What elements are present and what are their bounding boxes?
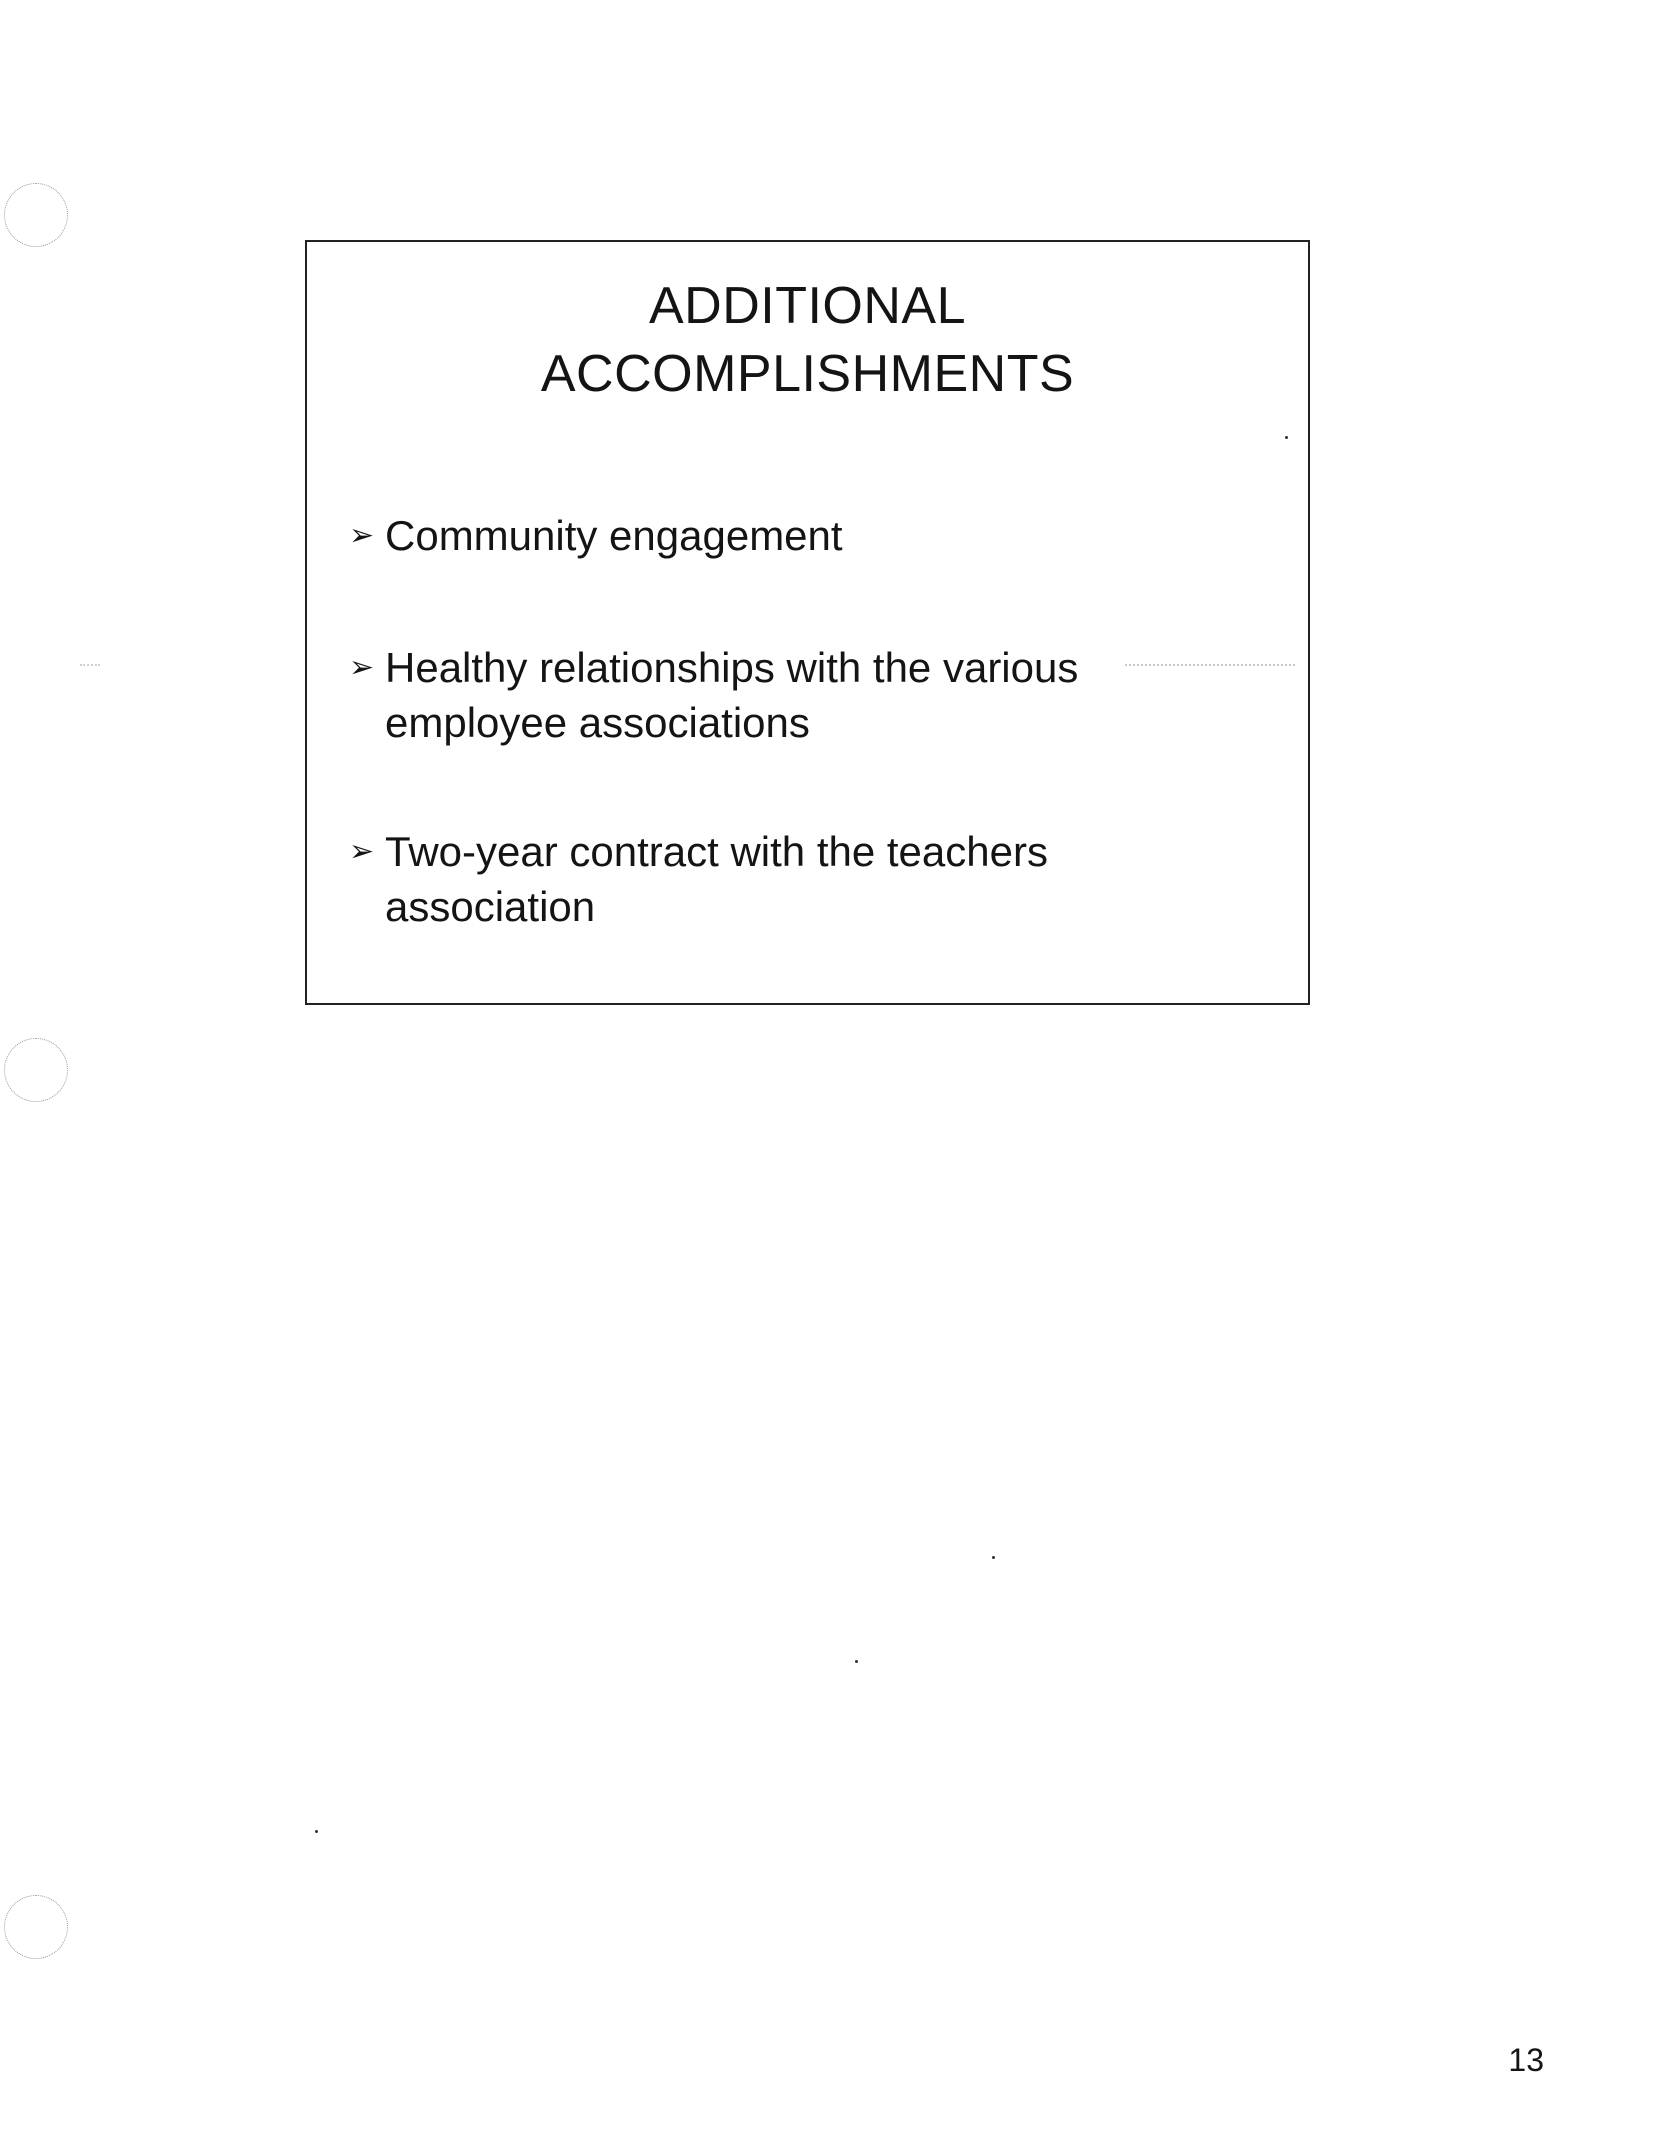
page-number: 13 xyxy=(1508,2042,1544,2078)
arrow-bullet-icon: ➢ xyxy=(349,519,375,552)
arrow-bullet-icon: ➢ xyxy=(349,835,375,868)
slide-title-line-1: ADDITIONAL xyxy=(648,277,967,335)
bullet-text: Healthy relationships with the various employee associations xyxy=(385,644,1079,746)
binder-hole-middle xyxy=(4,1038,68,1102)
scan-dotted-line-left xyxy=(80,664,100,666)
scan-speck xyxy=(992,1556,995,1559)
binder-hole-top xyxy=(4,183,68,247)
bullet-item xyxy=(349,508,1149,563)
bullet-item xyxy=(349,824,1149,934)
binder-hole-bottom xyxy=(4,1895,68,1959)
bullet-text: Two-year contract with the teachers association xyxy=(385,828,1048,930)
bullet-item xyxy=(349,640,1149,750)
slide-title-line-2: ACCOMPLISHMENTS xyxy=(540,345,1075,403)
slide-title xyxy=(307,272,1308,408)
arrow-bullet-icon: ➢ xyxy=(349,651,375,684)
scan-dotted-line-right xyxy=(1125,664,1295,666)
bullet-text: Community engagement xyxy=(385,512,843,559)
scan-speck xyxy=(855,1660,858,1663)
slide-frame xyxy=(305,240,1310,1005)
scan-speck xyxy=(1285,436,1288,439)
scan-speck xyxy=(315,1830,318,1833)
